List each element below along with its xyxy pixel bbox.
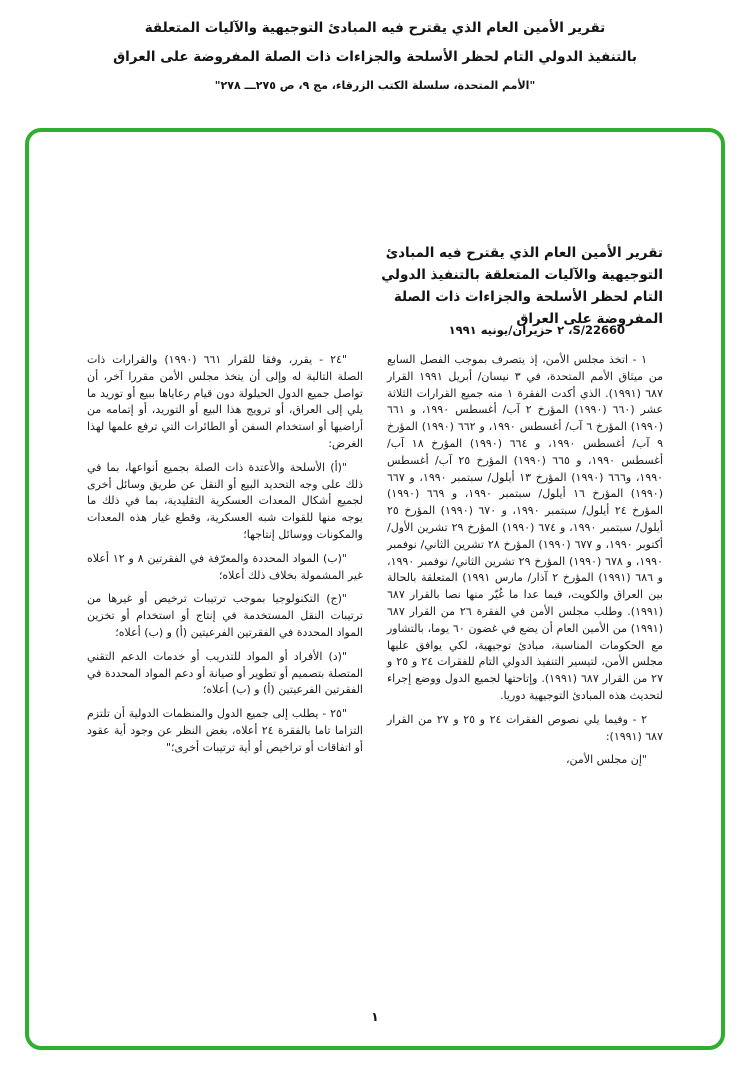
paragraph-2: ٢ - وفيما يلي نصوص الفقرات ٢٤ و ٢٥ و ٢٧ من القرار ٦٨٧ (١٩٩١):: [387, 712, 663, 743]
paragraph-24-b: "(ب) المواد المحددة والمعرّفة في الفقرتين ٨ و ١٢ أعلاه غير المشمولة بخلاف ذلك أعلاه؛: [87, 551, 363, 582]
paragraph-25: "٢٥ - يطلب إلى جميع الدول والمنظمات الدولية أن تلتزم التزاما تاما بالفقرة ٢٤ أعلاه، بغض النظر عن وجود أية عقود أو اتفاقات أو تراخيص أو أية ترتيبات أخرى؛": [87, 707, 363, 754]
page-number: ١: [371, 1009, 379, 1024]
page-header: [0, 14, 750, 99]
paragraph-24-d: "(د) الأفراد أو المواد للتدريب أو خدمات الدعم التقني المتصلة بتصميم أو تطوير أو صيانة أو دعم المواد المحددة في الفقرتين الفرعيتين (أ) و (ب) أعلاه؛: [87, 649, 363, 697]
document-frame: [25, 128, 725, 1050]
paragraph-24-a: "(أ) الأسلحة والأعتدة ذات الصلة بجميع أنواعها، بما في ذلك على وجه التحديد البيع أو النقل عن طريق وسائل أخرى لجميع أشكال المعدات العسكرية التقليدية، بما في ذلك ما يوجه منها للقوات شبه العسكرية، وقطع غيار هذه المعدات والمكونات ووسائل إنتاجها؛: [87, 460, 363, 541]
document-title: تقرير الأمين العام الذي يقترح فيه المبادئ التوجيهية والآليات المتعلقة بالتنفيذ الدولي التام لحظر الأسلحة والجزاءات ذات الصلة المفروضة على العراق: [381, 245, 663, 327]
paragraph-24-c: "(ج) التكنولوجيا بموجب ترتيبات ترخيص أو غيرها من ترتيبات النقل المستخدمة في إنتاج أو استخدام أو تخزين المواد المحددة في الفقرتين الفرعيتين (أ) و (ب) أعلاه؛: [87, 592, 363, 639]
document-symbol-date: S/22660، ٢ حزيران/يونيه ١٩٩١: [448, 323, 625, 337]
header-source-citation: "الأمم المتحدة، سلسلة الكتب الزرقاء، مج ٩، ص ٢٧٥ـــ ٢٧٨": [214, 79, 536, 92]
paragraph-24: "٢٤ - يقرر، وفقا للقرار ٦٦١ (١٩٩٠) والقرارات ذات الصلة التالية له وإلى أن يتخذ مجلس الأمن مقررا آخر، أن تواصل جميع الدول الحيلولة دون قيام رعاياها ببيع أو توريد ما يلي إلى العراق، أو ترويج هذا البيع أو التوريد، أو إتمامه من أراضيها أو استخدام السفن أو الطائرات التي ترفع علمها لهذا الغرض:: [87, 353, 363, 450]
column-right: [387, 352, 663, 776]
paragraph-1: ١ - اتخذ مجلس الأمن، إذ يتصرف بموجب الفصل السابع من ميثاق الأمم المتحدة، في ٣ نيسان/ أبريل ١٩٩١ القرار ٦٨٧ (١٩٩١). الذي أكدت الفقرة ١ منه جميع القرارات الثلاثة عشر (٦٦٠ (١٩٩٠) المؤرخ ٢ آب/ أغسطس ١٩٩٠، و ٦٦١ (١٩٩٠) المؤرخ ٦ آب/ أغسطس ١٩٩٠، و ٦٦٢ (١٩٩٠) المؤرخ ٩ آب/ أغسطس ١٩٩٠، و ٦٦٤ (١٩٩٠) المؤرخ ١٨ آب/ أغسطس ١٩٩٠، و ٦٦٥ (١٩٩٠) المؤرخ ٢٥ آب/ أغسطس ١٩٩٠، و٦٦٦ (١٩٩٠) المؤرخ ١٣ أيلول/ سبتمبر ١٩٩٠، و ٦٦٧ (١٩٩٠) المؤرخ ١٦ أيلول/ سبتمبر ١٩٩٠، و ٦٦٩ (١٩٩٠) المؤرخ ٢٤ أيلول/ سبتمبر ١٩٩٠، و ٦٧٠ (١٩٩٠) المؤرخ ٢٥ أيلول/ سبتمبر ١٩٩٠، و ٦٧٤ (١٩٩٠) المؤرخ ٢٩ تشرين الأول/ أكتوبر ١٩٩٠، و ٦٧٧ (١٩٩٠) المؤرخ ٢٨ تشرين الثاني/ نوفمبر ١٩٩٠، و ٦٧٨ (١٩٩٠) المؤرخ ٢٩ تشرين الثاني/ نوفمبر ١٩٩٠، و ٦٨٦ (١٩٩١) المؤرخ ٢ آذار/ مارس ١٩٩١) المتعلقة بالحالة بين العراق والكويت، فيما عدا ما غُيّر منها نصا بالقرار ٦٨٧ (١٩٩١). وطلب مجلس الأمن في الفقرة ٢٦ من القرار ٦٨٧ (١٩٩١) من الأمين العام أن يضع في غضون ٦٠ يوما، بالتشاور مع الحكومات المناسبة، مبادئ توجيهية، لكي يوافق عليها مجلس الأمن، لتيسير التنفيذ الدولي التام للفقرات ٢٤ و ٢٥ و ٢٧ من القرار ٦٨٧ (١٩٩١). وإتاحتها لجميع الدول ووضع إجراء لتحديث هذه المبادئ التوجيهية دوريا.: [387, 353, 664, 702]
column-left: [87, 352, 363, 776]
header-title-line1: تقرير الأمين العام الذي يقترح فيه المبادئ التوجيهية والآليات المتعلقة: [144, 20, 606, 36]
paragraph-quote-opening: "إن مجلس الأمن،: [566, 753, 647, 767]
header-title-line2: بالتنفيذ الدولي التام لحظر الأسلحة والجزاءات ذات الصلة المفروضة على العراق: [113, 49, 637, 65]
document-columns: [87, 352, 663, 776]
